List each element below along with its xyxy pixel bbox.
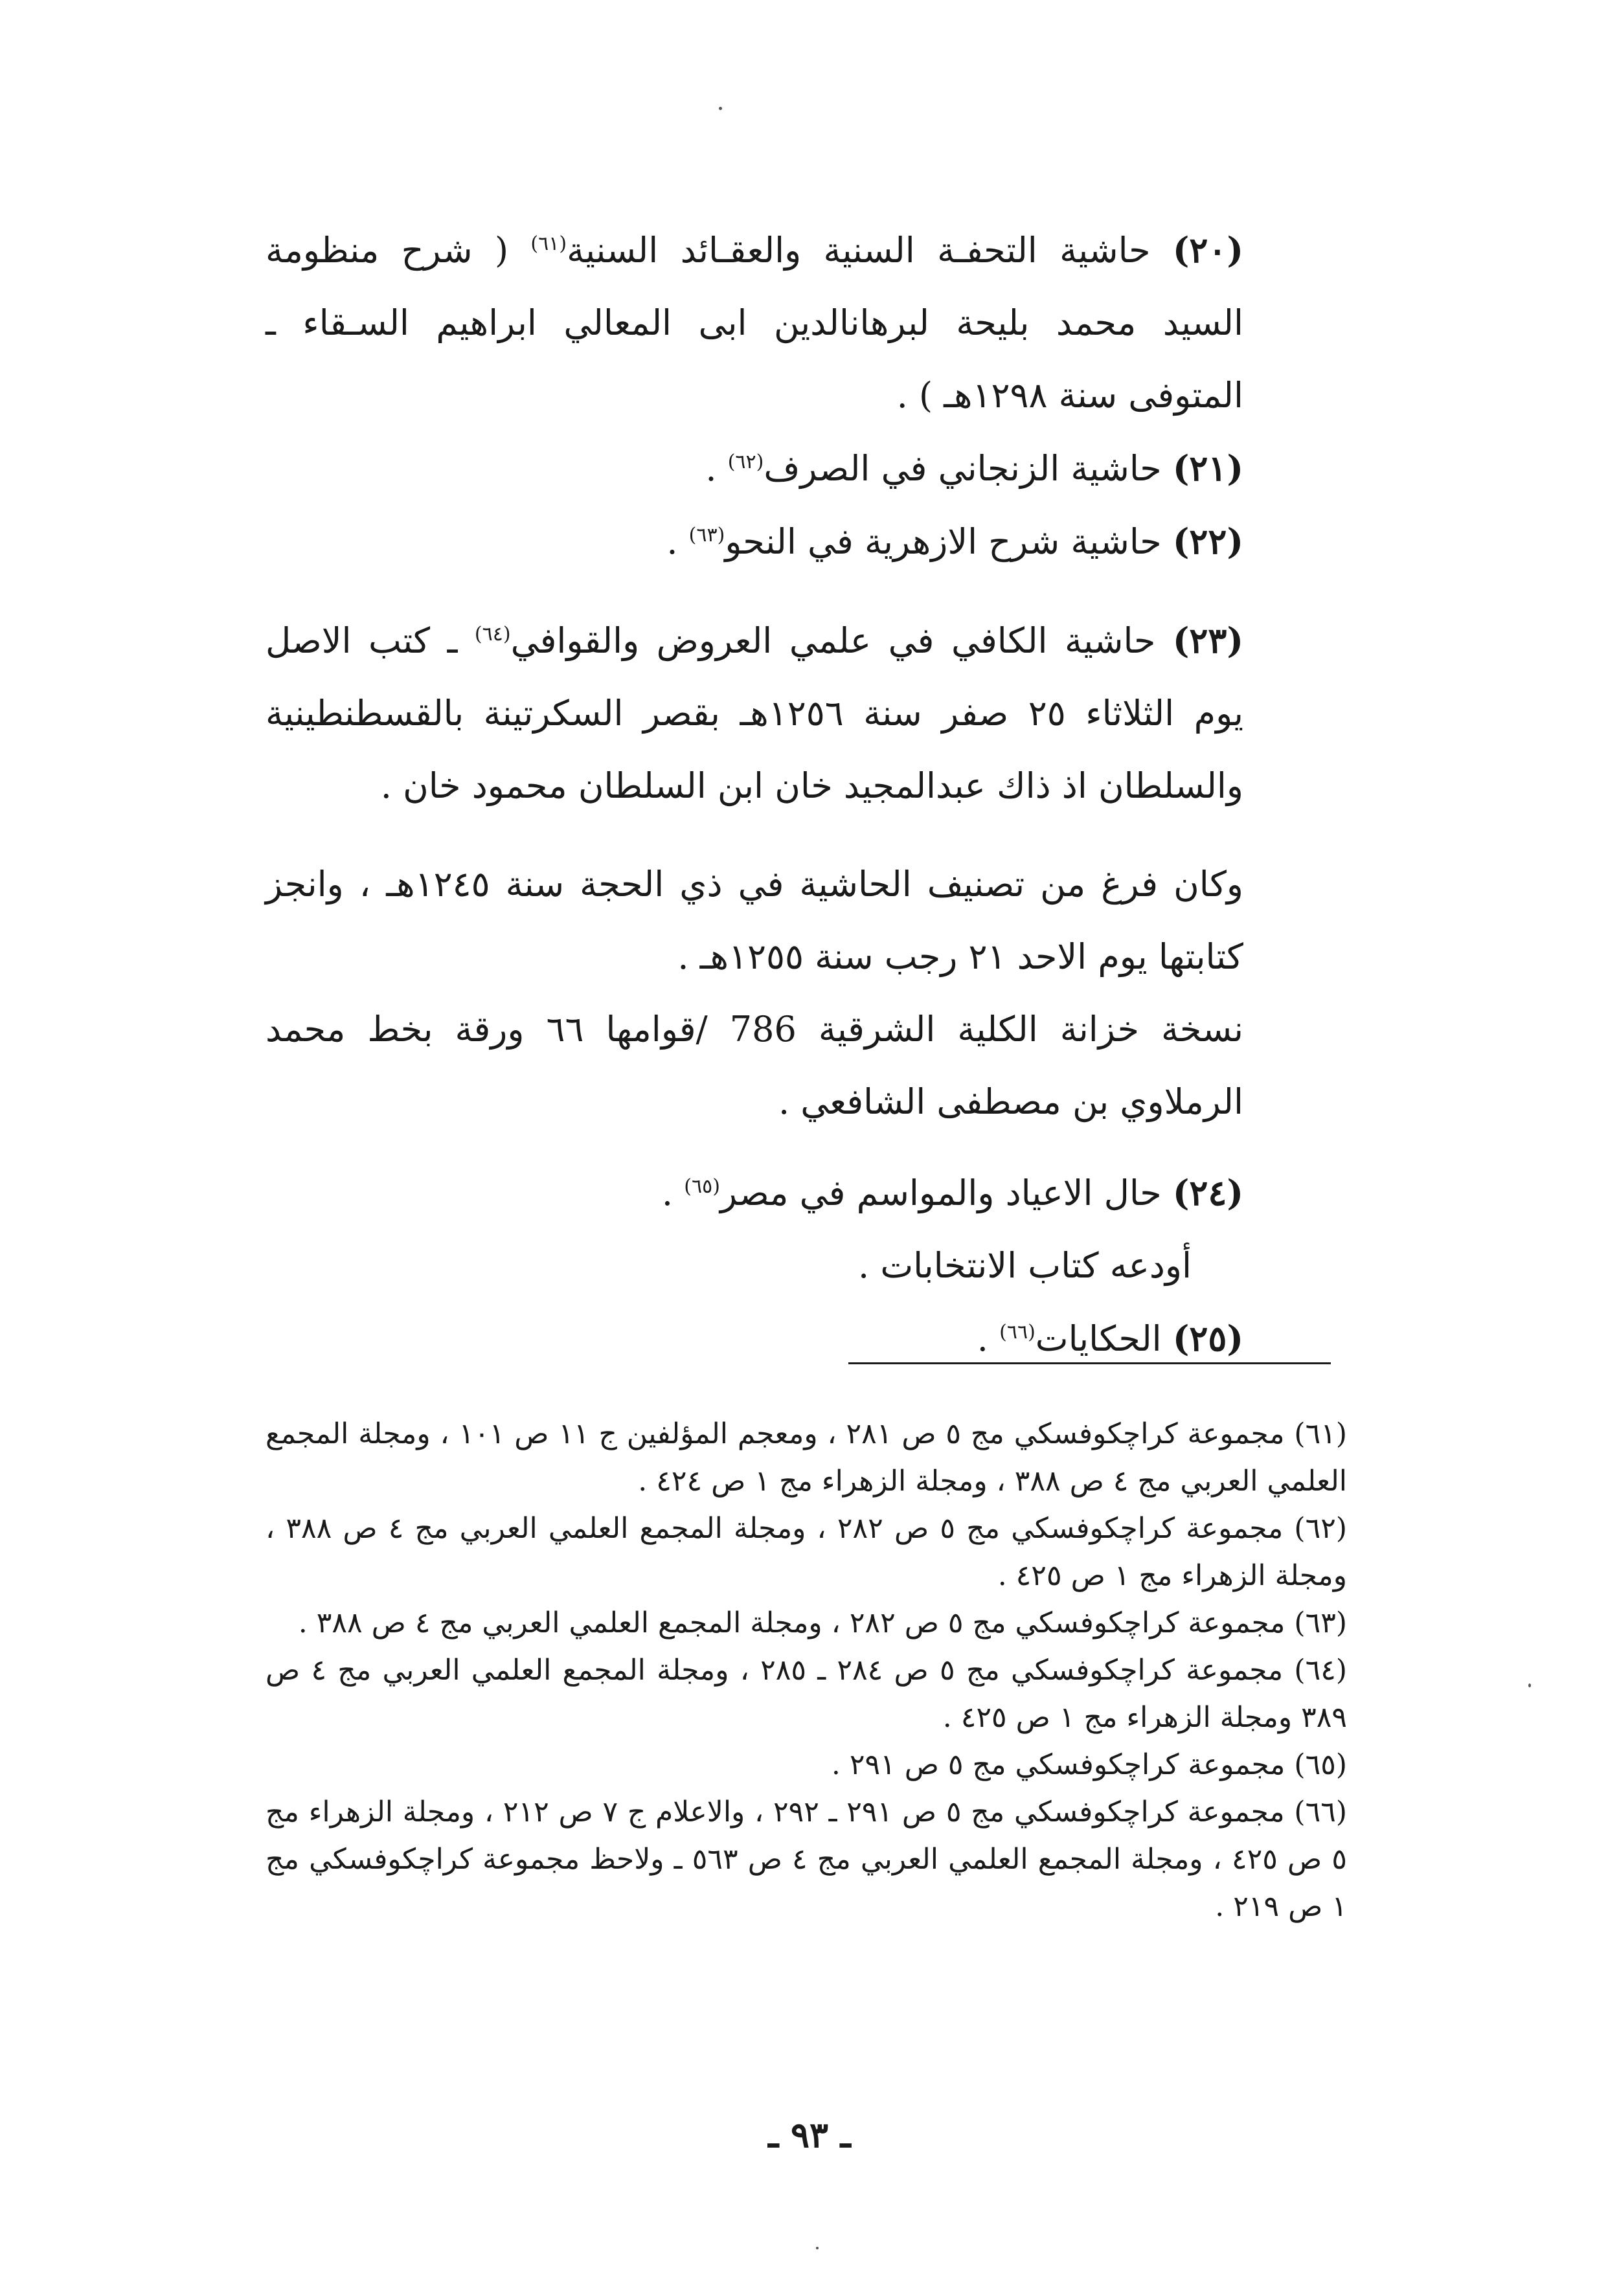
footnote-ref: (٦٤) <box>474 623 511 646</box>
entry-20 <box>266 214 1347 432</box>
entry-24 <box>266 1156 1347 1230</box>
entry-title: الحكايات <box>1035 1318 1173 1359</box>
footnote-ref: (٦٥) <box>684 1175 720 1198</box>
deposit-line: أودعه كتاب الانتخابات . <box>857 1245 1192 1286</box>
entry-number: (٢٣) <box>1172 620 1243 661</box>
footnotes <box>266 1410 1347 1930</box>
entry-description: . <box>661 1173 685 1213</box>
entry-22 <box>266 505 1347 578</box>
entry-description: ( شرح منظومة السيد محمد بليحة لبرهانالدين ابى المعالي ابراهيم السـقاء ـ المتوفى سنة ١٢٩٨هـ ) . <box>266 230 1243 416</box>
entry-number: (٢٠) <box>1172 229 1243 271</box>
entry-number: (٢٢) <box>1172 521 1243 562</box>
entry-number: (٢٤) <box>1172 1172 1243 1213</box>
footnote-64: (٦٤) مجموعة كراچكوفسكي مج ٥ ص ٢٨٤ ـ ٢٨٥ ، ومجلة المجمع العلمي العربي مج ٤ ص ٣٨٩ ومجلة الزهراء مج ١ ص ٤٢٥ . <box>266 1654 1348 1734</box>
entry-number: (٢٥) <box>1172 1318 1243 1359</box>
entry-title: حال الاعياد والمواسم في مصر <box>719 1173 1173 1213</box>
copy-paragraph: نسخة خزانة الكلية الشرقية 786 /قوامها ٦٦ ورقة بخط محمد الرملاوي بن مصطفى الشافعي . <box>266 1009 1243 1122</box>
footnote-66: (٦٦) مجموعة كراچكوفسكي مج ٥ ص ٢٩١ ـ ٢٩٢ ، والاعلام ج ٧ ص ٢١٢ ، ومجلة الزهراء مج ٥ ص ٤٢٥ ، ومجلة المجمع العلمي العربي مج ٤ ص ٥٦٣ ـ ولاحظ مجموعة كراچكوفسكي مج ١ ص ٢١٩ . <box>266 1795 1347 1923</box>
entry-number: (٢١) <box>1172 447 1243 489</box>
scan-speck <box>816 2247 819 2249</box>
entry-25 <box>266 1302 1347 1375</box>
entry-23 <box>266 604 1347 822</box>
footnote-ref: (٦٢) <box>727 451 764 473</box>
footnote-61: (٦١) مجموعة كراچكوفسكي مج ٥ ص ٢٨١ ، ومعجم المؤلفين ج ١١ ص ١٠١ ، ومجلة المجمع العلمي العربي مج ٤ ص ٣٨٨ ، ومجلة الزهراء مج ١ ص ٤٢٤ . <box>266 1417 1347 1498</box>
entry-description: . <box>705 448 728 489</box>
scan-speck <box>719 107 722 110</box>
footnote-divider <box>848 1362 1331 1364</box>
entry-title: حاشية الكافي في علمي العروض والقوافي <box>510 620 1173 661</box>
entry-description: . <box>977 1318 1000 1359</box>
entry-21 <box>266 432 1347 505</box>
footnote-65: (٦٥) مجموعة كراچكوفسكي مج ٥ ص ٢٩١ . <box>831 1748 1347 1781</box>
footnote-62: (٦٢) مجموعة كراچكوفسكي مج ٥ ص ٢٨٢ ، ومجلة المجمع العلمي العربي مج ٤ ص ٣٨٨ ، ومجلة الزهراء مج ١ ص ٤٢٥ . <box>266 1512 1348 1592</box>
footnote-ref: (٦٣) <box>688 524 725 546</box>
footnote-63: (٦٣) مجموعة كراچكوفسكي مج ٥ ص ٢٨٢ ، ومجلة المجمع العلمي العربي مج ٤ ص ٣٨٨ . <box>298 1606 1347 1639</box>
completion-paragraph: وكان فرغ من تصنيف الحاشية في ذي الحجة سنة ١٢٤٥هـ ، وانجز كتابتها يوم الاحد ٢١ رجب سنة ١٢٥٥هـ . <box>266 864 1243 977</box>
footnote-ref: (٦٦) <box>999 1321 1036 1344</box>
entry-title: حاشية الزنجاني في الصرف <box>764 448 1173 489</box>
footnote-ref: (٦١) <box>530 232 567 255</box>
entry-title: حاشية التحفـة السنية والعقـائد السنية <box>567 230 1173 271</box>
main-text <box>266 214 1347 1375</box>
entry-description: . <box>666 521 689 562</box>
page-number: ـ ٩٣ ـ <box>768 2114 851 2155</box>
entry-title: حاشية شرح الازهرية في النحو <box>725 521 1173 562</box>
entry-description: ـ كتب الاصل يوم الثلاثاء ٢٥ صفر سنة ١٢٥٦هـ بقصر السكرتينة بالقسطنطينية والسلطان اذ ذاك عبدالمجيد خان ابن السلطان محمود خان . <box>266 620 1243 806</box>
scan-speck <box>1528 1683 1531 1687</box>
